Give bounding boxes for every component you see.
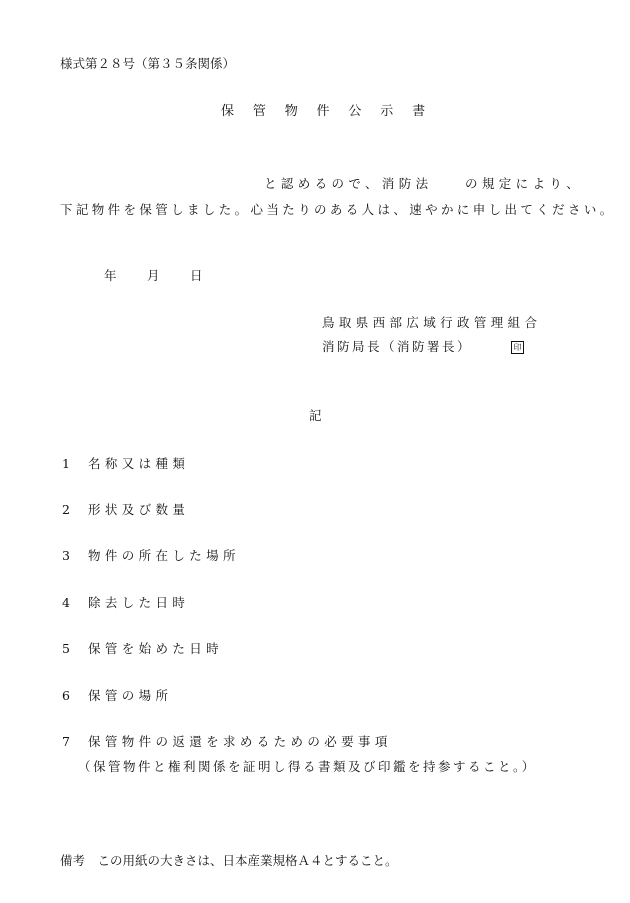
item-5-text: 保管を始めた日時 [88,641,224,656]
body-line2: 下記物件を保管しました。心当たりのある人は、速やかに申し出てください。 [60,202,616,217]
issuer-organization: 鳥取県西部広域行政管理組合 [322,315,542,330]
document-title: 保管物件公示書 [221,104,444,119]
issuer-position: 消防局長（消防署長） [322,339,473,354]
item-6-text: 保管の場所 [88,688,173,703]
seal-mark [511,339,524,355]
item-7-note: （保管物件と権利関係を証明し得る書類及び印鑑を持参すること。） [78,759,537,774]
date-month: 月 [147,268,160,283]
date-year: 年 [104,268,117,283]
ki-heading: 記 [309,408,322,423]
date-day: 日 [190,268,203,283]
item-4-number: 4 [62,595,70,610]
item-1-text: 名称又は種類 [88,456,190,471]
item-5-number: 5 [62,641,70,656]
item-6-number: 6 [62,688,70,703]
item-3-text: 物件の所在した場所 [88,548,240,563]
form-number: 様式第２８号（第３５条関係） [60,56,236,71]
body-line1-a: と認めるので、消防法 [264,176,433,191]
item-3-number: 3 [62,548,70,563]
item-7-text: 保管物件の返還を求めるための必要事項 [88,734,392,749]
seal-icon: 印 [511,341,524,354]
item-7-number: 7 [62,734,70,749]
item-2-number: 2 [62,502,70,517]
item-4-text: 除去した日時 [88,595,190,610]
remarks: 備考 この用紙の大きさは、日本産業規格Ａ４とすること。 [60,853,398,868]
body-line1-b: の規定により、 [465,176,584,191]
item-1-number: 1 [62,456,70,471]
item-2-text: 形状及び数量 [88,502,190,517]
